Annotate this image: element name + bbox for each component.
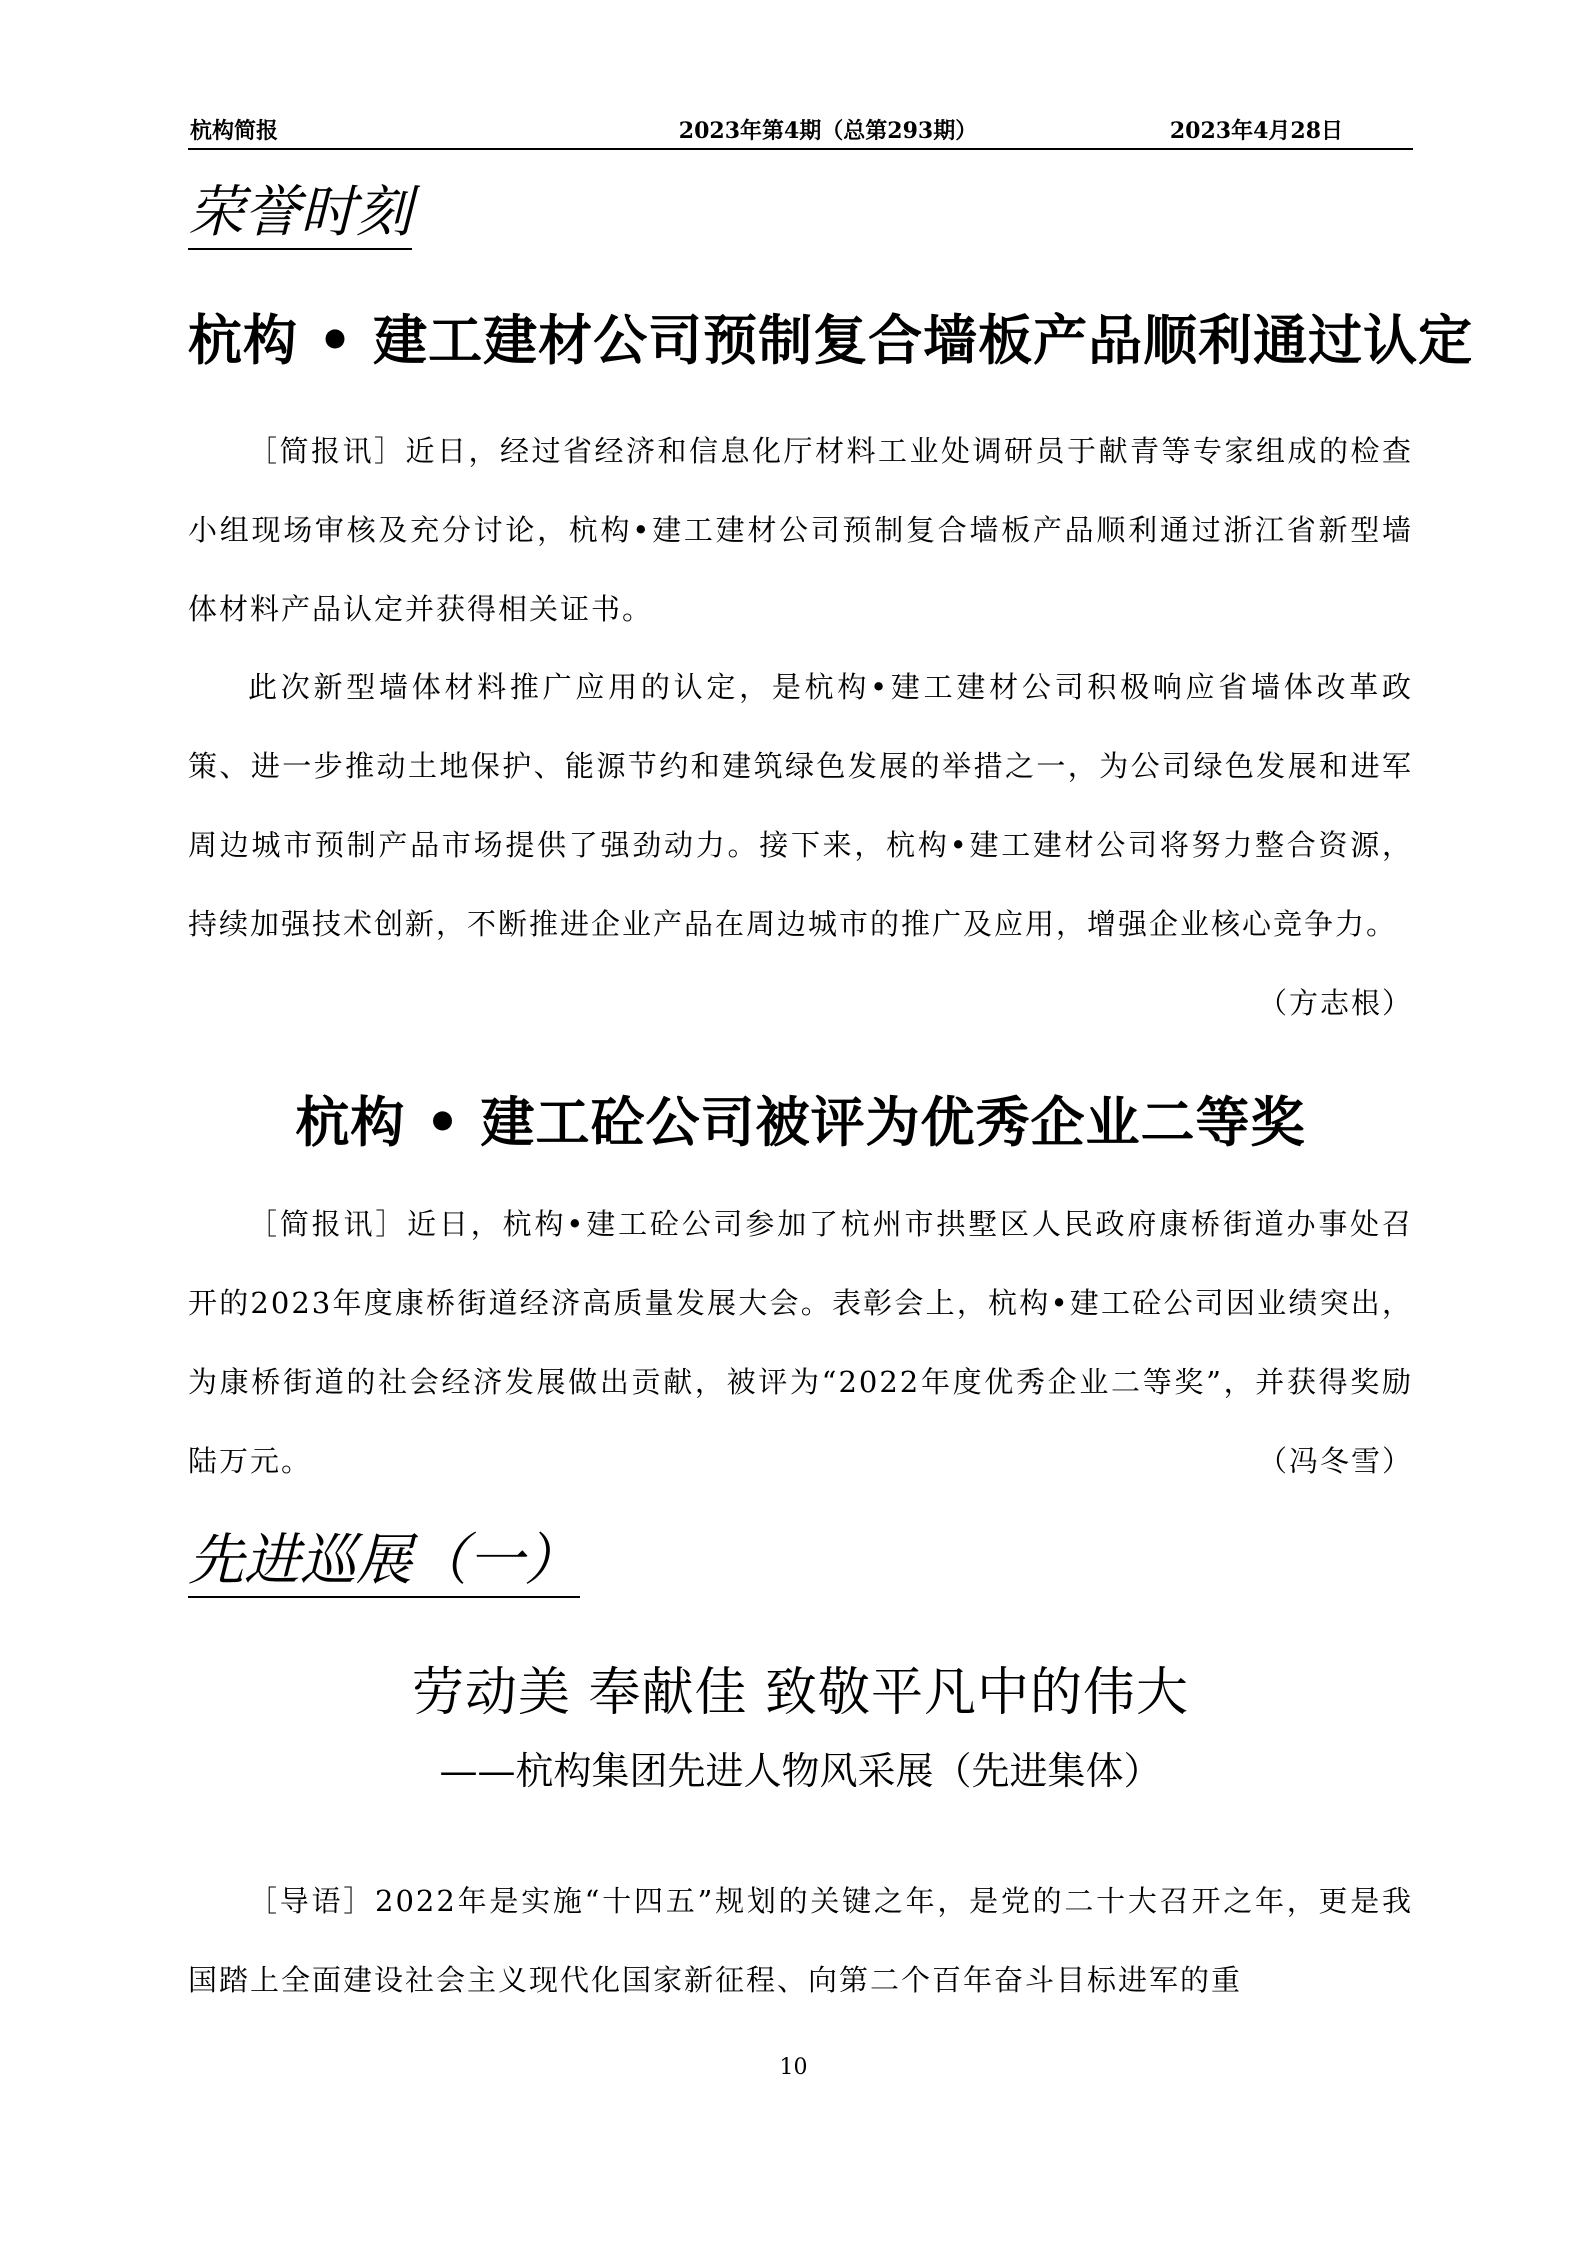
page-number: 10 bbox=[779, 2055, 808, 2080]
article-1-byline: （方志根） bbox=[1257, 986, 1413, 1020]
running-header bbox=[188, 108, 1413, 150]
article-3-paragraph-1: ［导语］2022年是实施“十四五”规划的关键之年，是党的二十大召开之年，更是我国踏上全面建设社会主义现代化国家新征程、向第二个百年奋斗目标进军的重 bbox=[188, 1884, 1413, 1997]
article-2-byline: （冯冬雪） bbox=[1257, 1444, 1413, 1478]
header-publication-name: 杭构简报 bbox=[190, 118, 279, 144]
article-title-3: 劳动美 奉献佳 致敬平凡中的伟大 bbox=[411, 1663, 1190, 1723]
article-title-1: 杭构 • 建工建材公司预制复合墙板产品顺利通过认定 bbox=[188, 309, 1474, 372]
article-1-paragraph-1: ［简报讯］近日，经过省经济和信息化厅材料工业处调研员于献青等专家组成的检查小组现场审核及充分讨论，杭构•建工建材公司预制复合墙板产品顺利通过浙江省新型墙体材料产品认定并获得相关证书。 bbox=[188, 434, 1413, 626]
article-1-paragraph-2-text: 此次新型墙体材料推广应用的认定，是杭构•建工建材公司积极响应省墙体改革政策、进一步推动土地保护、能源节约和建筑绿色发展的举措之一，为公司绿色发展和进军周边城市预制产品市场提供了强劲动力。接下来，杭构•建工建材公司将努力整合资源，持续加强技术创新，不断推进企业产品在周边城市的推广及应用，增强企业核心竞争力。 bbox=[188, 670, 1413, 941]
article-title-2: 杭构 • 建工砼公司被评为优秀企业二等奖 bbox=[295, 1091, 1306, 1154]
section-title-honor: 荣誉时刻 bbox=[188, 182, 412, 250]
article-2-paragraph-1-text: ［简报讯］近日，杭构•建工砼公司参加了杭州市拱墅区人民政府康桥街道办事处召开的2023年度康桥街道经济高质量发展大会。表彰会上，杭构•建工砼公司因业绩突出，为康桥街道的社会经济发展做出贡献，被评为“2022年度优秀企业二等奖”，并获得奖励陆万元。 bbox=[188, 1207, 1413, 1478]
article-1-paragraph-2 bbox=[188, 648, 1413, 1043]
header-issue-number: 2023年第4期（总第293期） bbox=[678, 118, 978, 144]
article-3-subtitle: ——杭构集团先进人物风采展（先进集体） bbox=[439, 1749, 1162, 1793]
article-2-paragraph-1 bbox=[188, 1185, 1413, 1501]
header-date: 2023年4月28日 bbox=[1169, 118, 1343, 144]
section-title-advanced: 先进巡展（一） bbox=[188, 1530, 580, 1598]
